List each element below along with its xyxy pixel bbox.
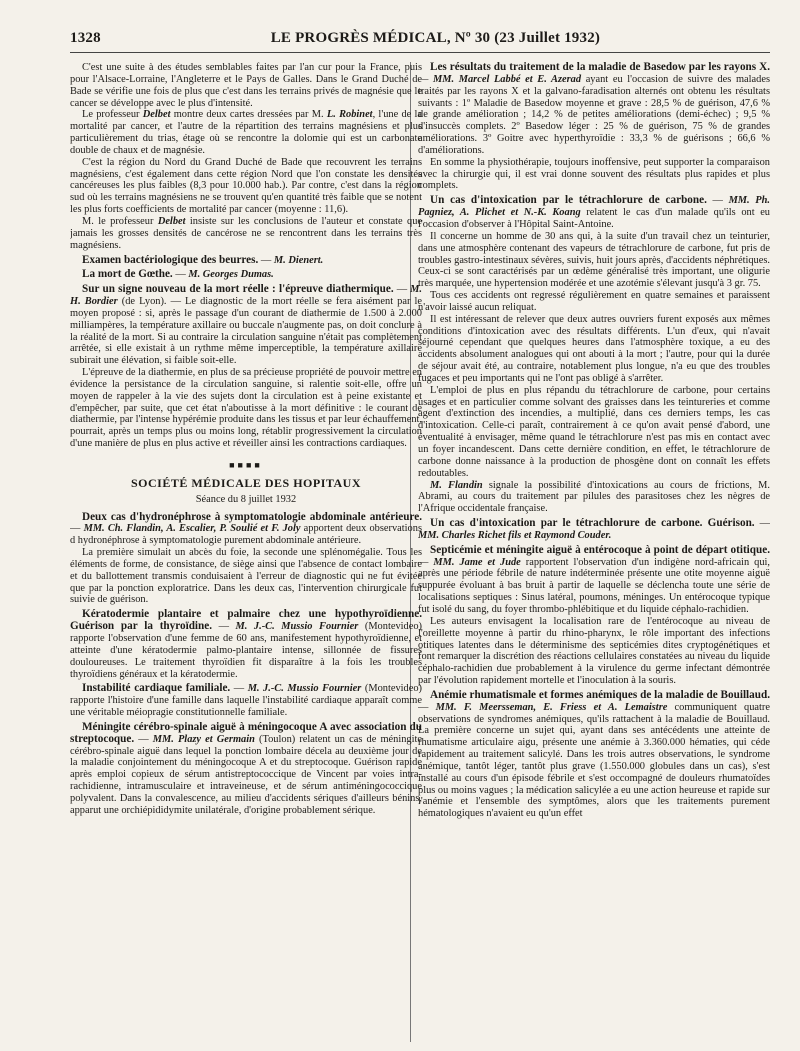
section-separator: ■■■■	[229, 460, 263, 470]
article-title: Examen bactériologique des beurres.	[82, 253, 259, 266]
article-title: Un cas d'intoxication par le tétrachlorure de carbone. Guérison.	[430, 517, 755, 530]
author-name: M. Flandin	[430, 479, 483, 491]
author-name: MM. Marcel Labbé et E. Azerad	[433, 73, 582, 85]
article-title: Instabilité cardiaque familiale.	[82, 682, 231, 695]
paragraph: L'épreuve de la diathermie, en plus de sa précieuse propriété de pouvoir mettre en évidence la persistance de la circulation sanguine, si ralentie soit-elle, offre un moyen de rappeler à la vie des sujets dont la circulation est à peine existante et d'empêcher, par suite, que cet état n'aboutisse à la mort définitive : le courant de diathermie, par l'intense hypérémie produite dans les tissus et par leur échauffement, pourrait, après un temps plus ou moins long, rétablir progressivement la circulation d'une manière de plus en plus active et réveiller ainsi les contractions cardiaques.	[70, 367, 422, 450]
article-entry: Méningite cérébro-spinale aiguë à méningocoque A avec association du streptocoque. — MM. Plazy et Germain (Toulon) relatent un cas de méningite cérébro-spinale aiguë dans lequel la ponction lombaire décela au deuxième jour de la maladie conjointement du méningocoque A et du streptocoque. Guérison rapide après emploi copieux de sérum antistreptococcique de Vincent par voies intra-rachidienne, intramusculaire et intraveineuse, et de sérum antiméningococcique polyvalent. Dans la convalescence, au milieu d'accidents sériques d'ailleurs bénins, apparut une orchiépididymite unilatérale, d'origine probablement sérique.	[70, 720, 422, 816]
article-title: Sur un signe nouveau de la mort réelle : l'épreuve diathermique.	[82, 283, 394, 296]
author-name: M. Dienert.	[273, 254, 324, 266]
paragraph: Les auteurs envisagent la localisation rare de l'entérocoque au niveau de l'oreillette moyenne à partir du rhino-pharynx, le rôle important des infections otitiques latentes dans le déterminisme des septicémies dites cryptogénétiques et font remarquer la discrétion des réactions cellulaires constatées au niveau du liquide céphalo-rachidien due probablement à la virulence du germe infectant démontrée par l'évolution rapidement mortelle et l'inoculation à la souris.	[418, 615, 770, 687]
author-name: MM. Plazy et Germain	[152, 733, 255, 745]
article-entry: Septicémie et méningite aiguë à entérocoque à point de départ otitique. — MM. Jame et Jude rapportent l'observation d'un indigène nord-africain qui, après une période fébrile de nature indéterminée présente une otite moyenne aiguë suppurée évoluant à bas bruit à partir de laquelle se déclencha toute une série de localisations septiques : Sinus latéral, poumons, méninges. Un entérocoque typique fut isolé du sang, du foyer thrombo-phlébitique et du liquide céphalo-rachidien.	[418, 543, 770, 615]
author-name: Delbet	[157, 215, 186, 227]
paragraph: Tous ces accidents ont regressé régulièrement en quatre semaines et paraissent n'avoir laissé aucun reliquat.	[418, 290, 770, 313]
article-entry: Les résultats du traitement de la maladie de Basedow par les rayons X. — MM. Marcel Labbé et E. Azerad ayant eu l'occasion de suivre des malades traités par les rayons X et la galvano-faradisation alternés ont obtenu les résultats suivants : 1º Maladie de Basedow moyenne et grave : 28,5 % de guérison, 47,6 % de grande amélioration ; 14,2 % de petites améliorations (demi-échec) ; 9,5 % d'insuccès complets. 2º Basedow léger : 25 % de guérison, 75 % de grandes améliorations. 3º Goitre avec hyperthyroïdie : 33,3 % de guérisons ; 66,6 % d'améliorations.	[418, 62, 770, 156]
page-header	[70, 30, 770, 50]
paragraph: Il est intéressant de relever que deux autres ouvriers furent exposés aux mêmes conditions d'intoxication avec des résultats différents. L'un d'eux, qui n'avait séjourné cependant que quelques heures dans l'atmosphère toxique, a eu des accidents absolument analogues qui ont abouti à la mort ; l'autre, pour qui la durée de séjour avait été, au contraire, notablement plus longue, n'a eu que des troubles fugaces et peu importants qui ne l'ont pas obligé à s'arrêter.	[418, 313, 770, 384]
author-name: MM. Ph. Pagniez, A. Plichet et N.-K. Koang	[418, 195, 770, 219]
article-title: Anémie rhumatismale et formes anémiques de la maladie de Bouillaud.	[430, 688, 770, 701]
paragraph: Il concerne un homme de 30 ans qui, à la suite d'un travail chez un teinturier, dans une atmosphère contenant des vapeurs de tétrachlorure de carbone, fut pris de troubles gastro-intestinaux sévères, suivis, huit jours après, d'accidents néphrétiques. Ceux-ci se sont caractérisés par un œdème généralisé très important, une oligurie très marquée, une hypertension modérée et une azotémie s'élevant jusqu'à 3 gr. 75.	[418, 230, 770, 290]
article-entry: Anémie rhumatismale et formes anémiques de la maladie de Bouillaud. — MM. F. Meersseman, E. Friess et A. Lemaistre communiquent quatre observations de syndromes anémiques, qu'ils rattachent à la maladie de Bouillaud. La première concerne un sujet qui, ayant dans ses antécédents une atteinte de rhumatisme articulaire aigu, présente une anémie à 3.360.000 hématies, qui céde rapidement au traitement salicylé. Dans les trois autres observations, le syndrome anémique, tantôt léger, tantôt plus grave (1.550.000 globules dans un cas), s'est installé au cours d'un épisode fébrile et s'est occompagné de douleurs rhumatoïdes plus ou moins vagues ; la médication salicylée a eu une action heureuse et rapide sur l'anémie et l'ensemble des symptômes, alors que les traitements purement hématologiques n'avaient eu qu'un effet	[418, 688, 770, 820]
article-title: Septicémie et méningite aiguë à entérocoque à point de départ otitique.	[430, 543, 770, 556]
page-number: 1328	[70, 30, 101, 46]
author-name: L. Robinet	[326, 109, 373, 121]
article-title: Les résultats du traitement de la maladie de Basedow par les rayons X.	[430, 62, 770, 73]
article-title: Deux cas d'hydronéphrose à symptomatologie abdominale antérieure.	[82, 510, 422, 523]
paragraph: C'est une suite à des études semblables faites par l'an cur pour la France, puis pour l'Alsace-Lorraine, l'Angleterre et le Pays de Galles. Dans le Grand Duché de Bade se vérifie une fois de plus que c'est dans les terrains privés de magnésie que le cancer se développe avec le plus d'intensité.	[70, 62, 422, 109]
left-column	[70, 62, 422, 1047]
journal-title: LE PROGRÈS MÉDICAL, Nº 30 (23 Juillet 1932)	[270, 30, 601, 46]
author-name: MM. Ch. Flandin, A. Escalier, P. Soulié et F. Joly	[83, 523, 301, 535]
right-column	[418, 62, 770, 1047]
header-rule	[70, 52, 770, 53]
author-name: M. Georges Dumas.	[188, 269, 274, 281]
article-heading: Examen bactériologique des beurres. — M. Dienert.	[82, 253, 324, 266]
author-name: MM. Charles Richet fils et Raymond Couder.	[418, 529, 612, 541]
author-name: MM. Jame et Jude	[433, 556, 521, 568]
paragraph: L'emploi de plus en plus répandu du tétrachlorure de carbone, pour certains usages et en particulier comme solvant des graisses dans les teintureries et comme agent d'extinction des incendies, a multiplié, dans ces derniers temps, les cas d'intoxication. Celle-ci paraît, contrairement à ce qu'on avait pensé d'abord, une éventualité à envisager, même quand le tétrachlorure n'est pas mis en contact avec un foyer incandescent. Dans cette dernière condition, en effet, le tétrachlorure de carbone donne naissance à la production de phosgène dont on connaît les effets redoutables.	[418, 384, 770, 479]
section-date: Séance du 8 juillet 1932	[195, 493, 297, 505]
author-name: M. H. Bordier	[70, 284, 422, 308]
author-name: Delbet	[142, 109, 171, 121]
author-name: M. J.-C. Mussio Fournier	[247, 683, 362, 695]
article-entry: Instabilité cardiaque familiale. — M. J.-C. Mussio Fournier (Montevideo) rapporte l'histoire d'une famille dans laquelle l'instabilité cardiaque apparaît comme une véritable méiopragie constitutionnelle familiale.	[70, 682, 422, 719]
section-title: SOCIÉTÉ MÉDICALE DES HOPITAUX	[131, 475, 361, 490]
article-title: Un cas d'intoxication par le tétrachlorure de carbone.	[430, 194, 707, 207]
paragraph: M. le professeur Delbet insiste sur les conclusions de l'auteur et constate que jamais les grosses densités de cancérose ne se rencontrent dans les terrains très magnésiens.	[70, 215, 422, 251]
paragraph: En somme la physiothérapie, toujours inoffensive, peut supporter la comparaison avec la chirurgie qui, il est vrai donne souvent des résultats plus rapides et plus complets.	[418, 156, 770, 192]
article-heading: Un cas d'intoxication par le tétrachlorure de carbone. Guérison. — MM. Charles Richet fils et Raymond Couder.	[418, 517, 770, 541]
article-title: La mort de Gœthe.	[82, 268, 173, 281]
article-heading: La mort de Gœthe. — M. Georges Dumas.	[82, 268, 274, 281]
article-title: Kératodermie plantaire et palmaire chez une hypothyroïdienne. Guérison par la thyroïdine.	[70, 608, 422, 633]
paragraph: M. Flandin signale la possibilité d'intoxications au cours de frictions, M. Abrami, au cours du traitement par pilules des parasitoses chez les nègres de l'Afrique occidentale française.	[418, 479, 770, 515]
article-entry: Sur un signe nouveau de la mort réelle : l'épreuve diathermique. — M. H. Bordier (de Lyon). — Le diagnostic de la mort réelle se fera aisément par le moyen proposé : si, après le passage d'un courant de diathermie de 1.500 à 2.000 milliampères, la température axillaire ou buccale n'augmente pas, on doit conclure à la réalité de la mort. Si au contraire la circulation sanguine n'était pas complètement arrêtée, si elle existait à un rythme même imperceptible, la température axillaire subirait une élévation, si faible soit-elle.	[70, 283, 422, 367]
article-entry: Kératodermie plantaire et palmaire chez une hypothyroïdienne. Guérison par la thyroïdine. — M. J.-C. Mussio Fournier (Montevideo) rapporte l'observation d'une femme de 60 ans, manifestement hypothyroïdienne, et atteinte d'une kératodermie palmo-plantaire intense, sillonnée de fissures douloureuses. Le traitement thyroïdien fit disparaître à la fois les troubles thyroïdiens généraux et la kératodermie.	[70, 608, 422, 680]
paragraph: Le professeur Delbet montre deux cartes dressées par M. L. Robinet, l'une de la mortalité par cancer, et l'autre de la répartition des terrains magnésiens et plus particulièrement du trias, étage où se rencontre la dolomie qui est un carbonate double de chaux et de magnésie.	[70, 109, 422, 156]
paragraph: La première simulait un abcès du foie, la seconde une splénomégalie. Tous les éléments de forme, de consistance, de siège ainsi que l'absence de contact lombaire et du ballottement transmis conduisaient à l'erreur de diagnostic qui ne fut évitée que par la ponction exploratrice. Dans les deux cas, l'intervention chirurgicale fut suivie de guérison.	[70, 547, 422, 606]
article-title: Méningite cérébro-spinale aiguë à méningocoque A avec association du streptocoque.	[70, 720, 422, 745]
article-entry: Deux cas d'hydronéphrose à symptomatologie abdominale antérieure. — MM. Ch. Flandin, A. Escalier, P. Soulié et F. Joly apportent deux observations d hydronéphrose à symptomatologie purement abdominale antérieure.	[70, 510, 422, 547]
author-name: MM. F. Meersseman, E. Friess et A. Lemaistre	[435, 701, 668, 713]
author-name: M. J.-C. Mussio Fournier	[235, 621, 359, 633]
article-entry: Un cas d'intoxication par le tétrachlorure de carbone. — MM. Ph. Pagniez, A. Plichet et N.-K. Koang relatent le cas d'un malade qu'ils ont eu l'occasion d'observer à l'Hôpital Saint-Antoine.	[418, 194, 770, 230]
paragraph: C'est la région du Nord du Grand Duché de Bade que recouvrent les terrains magnésiens, c'est également dans cette région Nord que l'on constate les densités cancéreuses les plus faibles (8,3 pour 10.000 hab.). Par contre, c'est dans la région sud où les terrains magnésiens ne se trouvent qu'en quantité très faible que se notent les plus forts coefficients de mortalité par cancer (moyenne : 11,6).	[70, 156, 422, 216]
